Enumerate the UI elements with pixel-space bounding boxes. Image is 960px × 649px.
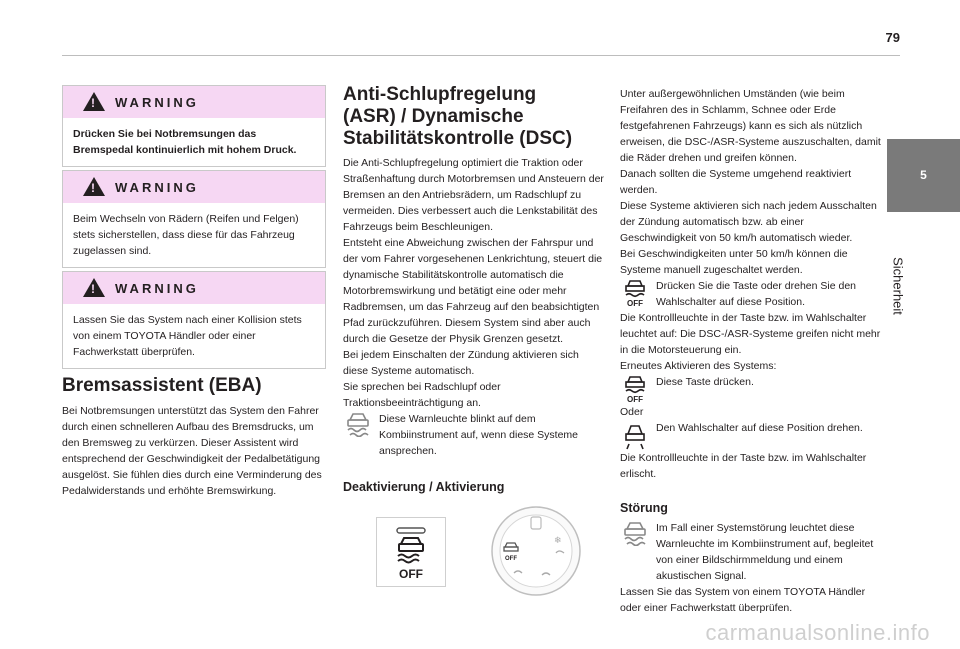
- section-label-text: Sicherheit: [890, 257, 906, 315]
- warning-text: Beim Wechseln von Rädern (Reifen und Felgen) stets sicherstellen, dass diese für das Fahrzeug zugelassen sind.: [73, 213, 299, 257]
- dsc-off-button-icon: [377, 518, 445, 586]
- asr-title-line: Stabilitätskontrolle (DSC): [343, 128, 573, 149]
- right-paragraph: Den Wahlschalter auf diese Position drehen.: [656, 422, 863, 434]
- dial-off-label: OFF: [505, 556, 517, 562]
- off-label: OFF: [399, 567, 423, 581]
- top-divider: [62, 55, 900, 56]
- asr-paragraph: Bei jedem Einschalten der Zündung aktivieren sich diese Systeme automatisch.: [343, 349, 579, 377]
- warning-box-1: [62, 85, 326, 167]
- right-paragraph: Unter außergewöhnlichen Umständen (wie beim Freifahren des in Schlamm, Schnee oder Erde festgefahrenen Fahrzeugs) kann es sich als nützlich erweisen, die DSC-/ASR-Systeme auszuschalten, damit die Räder drehen und greifen können.: [620, 88, 881, 164]
- watermark: carmanualsonline.info: [705, 620, 930, 645]
- selector-dial-illustration: [490, 505, 582, 597]
- section-tab[interactable]: 5: [887, 139, 960, 212]
- road-mode-icon: [620, 420, 650, 450]
- asr-paragraph: Diese Warnleuchte blinkt auf dem Kombiinstrument auf, wenn diese Systeme ansprechen.: [379, 413, 579, 457]
- right-paragraph: Drücken Sie die Taste oder drehen Sie den Wahlschalter auf diese Position.: [656, 280, 857, 308]
- warning-title: WARNING: [115, 281, 199, 296]
- warning-triangle-icon: [83, 177, 105, 196]
- eba-title: Bremsassistent (EBA): [62, 375, 262, 396]
- warning-triangle-icon: [83, 278, 105, 297]
- eba-section: [62, 375, 324, 499]
- right-off-icon-row: [620, 278, 882, 310]
- warning-box-3: [62, 271, 326, 369]
- asr-warning-light-row: [343, 411, 605, 459]
- right-paragraph: Diese Taste drücken.: [656, 376, 754, 388]
- stoerung-icon-row: [620, 520, 882, 584]
- off-label: OFF: [627, 395, 643, 404]
- warning-title: WARNING: [115, 180, 199, 195]
- eba-text: Bei Notbremsungen unterstützt das System den Fahrer durch einen schnelleren Aufbau des Bremsdrucks, um den Bremsweg zu verkürzen. Dieser Assistent wird entsprechend der Geschwindigkeit der Pedalbetätigung ausgelöst. Sie fühlen dies durch eine Verminderung des Pedalwiderstands und erhöhte Bremswirkung.: [62, 405, 322, 497]
- deakt-title: Deaktivierung / Aktivierung: [343, 480, 505, 494]
- asr-section: [343, 84, 605, 495]
- skid-warning-icon: [620, 520, 650, 546]
- asr-title: [343, 84, 605, 150]
- right-paragraph: Die Kontrollleuchte in der Taste bzw. im Wahlschalter leuchtet auf: Die DSC-/ASR-Systeme greifen nicht mehr in die Motorsteuerung ein.: [620, 312, 881, 356]
- warning-header: [63, 272, 325, 304]
- right-paragraph: Die Kontrollleuchte in der Taste bzw. im Wahlschalter erlischt.: [620, 452, 867, 480]
- warning-text: Drücken Sie bei Notbremsungen das Bremspedal kontinuierlich mit hohem Druck.: [73, 128, 297, 156]
- dsc-off-icon: [620, 374, 650, 404]
- right-paragraph: Erneutes Aktivieren des Systems:: [620, 360, 777, 372]
- right-off-icon-row-2: [620, 374, 882, 404]
- right-paragraph: Im Fall einer Systemstörung leuchtet diese Warnleuchte im Kombiinstrument auf, begleitet von einer Bildschirmmeldung und einem akustischen Signal.: [656, 522, 874, 582]
- asr-paragraph: Entsteht eine Abweichung zwischen der Fahrspur und der vom Fahrer vorgesehenen Lenkrichtung, steuert die dynamische Stabilitätskontrolle automatisch die Motorbremswirkung und betätigt eine oder mehr Radbremsen, um das Fahrzeug auf den beabsichtigten Pfad zurückzuführen. Diesem System sind aber auch durch die Gesetze der Physik Grenzen gesetzt.: [343, 237, 603, 345]
- asr-body: [343, 155, 605, 459]
- warning-header: [63, 86, 325, 118]
- right-paragraph: Diese Systeme aktivieren sich nach jedem Ausschalten der Zündung automatisch bzw. ab einer Geschwindigkeit von 50 km/h automatisch wieder.: [620, 200, 877, 244]
- asr-title-line: (ASR) / Dynamische: [343, 106, 524, 127]
- warning-header: [63, 171, 325, 203]
- warning-text: Lassen Sie das System nach einer Kollision stets von einem TOYOTA Händler oder einer Fachwerkstatt überprüfen.: [73, 314, 302, 358]
- svg-text:❄: ❄: [554, 536, 562, 546]
- right-paragraph: Oder: [620, 406, 644, 418]
- dsc-off-icon: [620, 278, 650, 308]
- stoerung-title: Störung: [620, 501, 668, 515]
- warning-title: WARNING: [115, 95, 199, 110]
- asr-title-line: Anti-Schlupfregelung: [343, 84, 537, 105]
- right-dial-icon-row: [620, 420, 882, 450]
- asr-paragraph: Sie sprechen bei Radschlupf oder Traktionsbeeinträchtigung an.: [343, 381, 501, 409]
- warning-triangle-icon: [83, 92, 105, 111]
- right-paragraph: Danach sollten die Systeme umgehend reaktiviert werden.: [620, 168, 852, 196]
- asr-paragraph: Die Anti-Schlupfregelung optimiert die Traktion oder Straßenhaftung durch Motorbremsen und Ansteuern der Bremsen an den Antriebsrädern, um Radschlupf zu vermeiden. Dies verbessert auch die Lenkstabilität des Fahrzeugs beim Beschleunigen.: [343, 157, 604, 233]
- warning-box-2: [62, 170, 326, 268]
- right-column: [620, 86, 882, 616]
- off-button-illustration: [376, 517, 446, 587]
- off-label: OFF: [627, 299, 643, 308]
- skid-warning-icon: [343, 411, 373, 437]
- page-number: 79: [885, 30, 900, 45]
- section-label: [883, 226, 913, 346]
- right-paragraph: Lassen Sie das System von einem TOYOTA Händler oder einer Fachwerkstatt überprüfen.: [620, 586, 866, 614]
- right-paragraph: Bei Geschwindigkeiten unter 50 km/h können die Systeme manuell zugeschaltet werden.: [620, 248, 848, 276]
- selector-dial-icon: [490, 505, 582, 597]
